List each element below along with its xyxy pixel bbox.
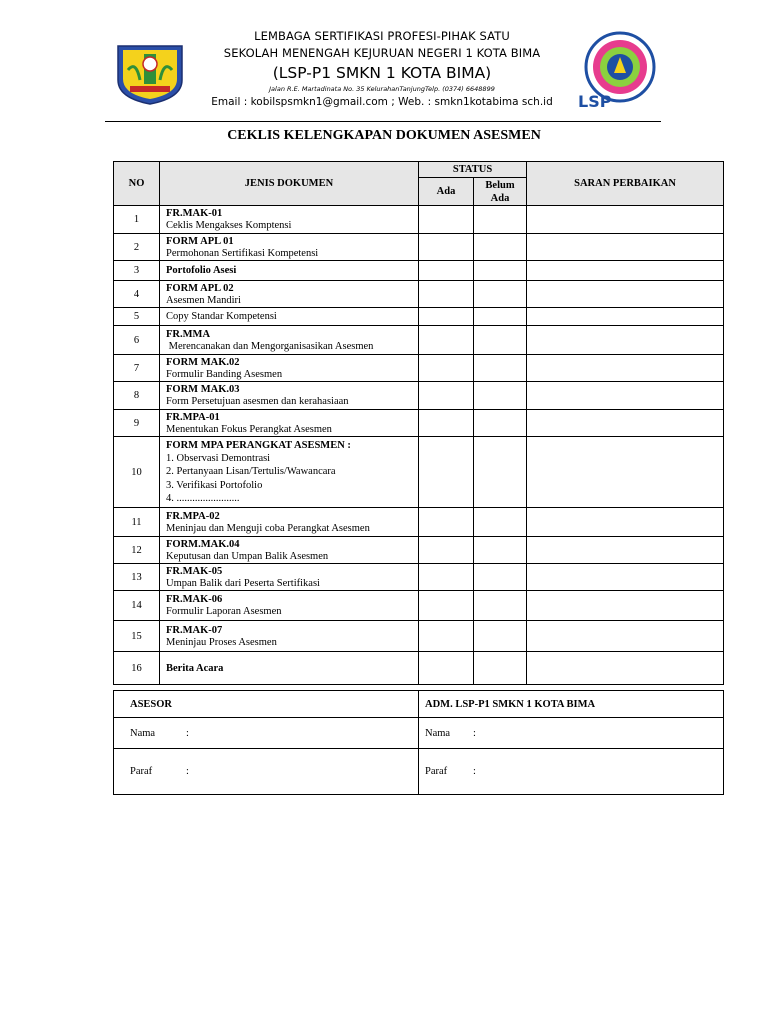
status-belum-ada-cell[interactable]	[474, 326, 527, 355]
status-ada-cell[interactable]	[419, 591, 474, 621]
status-belum-ada-cell[interactable]	[474, 537, 527, 564]
status-ada-cell[interactable]	[419, 261, 474, 281]
table-row	[114, 564, 724, 591]
document-type-cell	[160, 437, 419, 508]
header-ada: Ada	[419, 178, 474, 206]
document-description: Meninjau dan Menguji coba Perangkat Asesmen	[166, 522, 370, 534]
document-type-cell	[160, 308, 419, 326]
status-belum-ada-cell[interactable]	[474, 508, 527, 537]
document-type-cell	[160, 261, 419, 281]
document-type-cell	[160, 206, 419, 234]
header-line-1: LEMBAGA SERTIFIKASI PROFESI-PIHAK SATU	[254, 29, 510, 43]
document-code: Berita Acara	[166, 662, 224, 674]
saran-perbaikan-cell[interactable]	[527, 508, 724, 537]
row-number: 10	[114, 437, 160, 508]
document-subitem: 1. Observasi Demontrasi	[166, 452, 271, 464]
saran-perbaikan-cell[interactable]	[527, 308, 724, 326]
signature-table	[113, 690, 724, 795]
document-code: FORM MPA PERANGKAT ASESMEN :	[166, 439, 351, 451]
header-divider	[105, 121, 661, 122]
status-ada-cell[interactable]	[419, 537, 474, 564]
saran-perbaikan-cell[interactable]	[527, 591, 724, 621]
document-code: FORM MAK.03	[166, 384, 240, 395]
document-subitem: 3. Verifikasi Portofolio	[166, 479, 263, 491]
row-number: 2	[114, 234, 160, 261]
row-number: 12	[114, 537, 160, 564]
saran-perbaikan-cell[interactable]	[527, 326, 724, 355]
status-ada-cell[interactable]	[419, 437, 474, 508]
document-description: Form Persetujuan asesmen dan kerahasiaan	[166, 396, 349, 407]
status-ada-cell[interactable]	[419, 355, 474, 382]
row-number: 8	[114, 382, 160, 410]
status-ada-cell[interactable]	[419, 234, 474, 261]
status-belum-ada-cell[interactable]	[474, 382, 527, 410]
document-description: Permohonan Sertifikasi Kompetensi	[166, 247, 319, 259]
header-contact: Email : kobilspsmkn1@gmail.com ; Web. : smkn1kotabima sch.id	[211, 96, 553, 108]
status-ada-cell[interactable]	[419, 206, 474, 234]
row-number: 16	[114, 652, 160, 685]
saran-perbaikan-cell[interactable]	[527, 652, 724, 685]
status-belum-ada-cell[interactable]	[474, 206, 527, 234]
document-type-cell	[160, 537, 419, 564]
status-belum-ada-cell[interactable]	[474, 281, 527, 308]
saran-perbaikan-cell[interactable]	[527, 437, 724, 508]
status-ada-cell[interactable]	[419, 508, 474, 537]
status-ada-cell[interactable]	[419, 564, 474, 591]
status-belum-ada-cell[interactable]	[474, 652, 527, 685]
table-row	[114, 206, 724, 234]
document-code: FR.MAK-06	[166, 594, 223, 605]
document-type-cell	[160, 234, 419, 261]
status-ada-cell[interactable]	[419, 410, 474, 437]
saran-perbaikan-cell[interactable]	[527, 537, 724, 564]
document-code: FR.MPA-02	[166, 510, 220, 522]
table-row	[114, 308, 724, 326]
table-row	[114, 410, 724, 437]
adm-heading: ADM. LSP-P1 SMKN 1 KOTA BIMA	[419, 691, 724, 718]
adm-paraf-field[interactable]: Paraf :	[419, 749, 724, 795]
saran-perbaikan-cell[interactable]	[527, 382, 724, 410]
header-line-3: (LSP-P1 SMKN 1 KOTA BIMA)	[272, 64, 492, 82]
status-ada-cell[interactable]	[419, 326, 474, 355]
table-row	[114, 355, 724, 382]
document-code: FORM APL 02	[166, 282, 234, 294]
status-belum-ada-cell[interactable]	[474, 261, 527, 281]
status-ada-cell[interactable]	[419, 308, 474, 326]
document-code: FORM APL 01	[166, 235, 234, 247]
document-type-cell	[160, 355, 419, 382]
status-ada-cell[interactable]	[419, 382, 474, 410]
document-code: FR.MAK-05	[166, 565, 223, 577]
row-number: 11	[114, 508, 160, 537]
saran-perbaikan-cell[interactable]	[527, 410, 724, 437]
document-description: Meninjau Proses Asesmen	[166, 636, 277, 648]
table-row	[114, 437, 724, 508]
table-row	[114, 261, 724, 281]
document-code: FR.MAK-01	[166, 208, 223, 219]
table-row	[114, 508, 724, 537]
saran-perbaikan-cell[interactable]	[527, 355, 724, 382]
status-belum-ada-cell[interactable]	[474, 591, 527, 621]
document-subitem: 4. ........................	[166, 493, 240, 504]
document-description: Merencanakan dan Mengorganisasikan Asesmen	[166, 340, 374, 352]
document-code: FORM.MAK.04	[166, 538, 240, 550]
adm-nama-field[interactable]: Nama :	[419, 718, 724, 749]
table-row	[114, 281, 724, 308]
row-number: 1	[114, 206, 160, 234]
document-code: FORM MAK.02	[166, 356, 240, 368]
row-number: 4	[114, 281, 160, 308]
document-type-cell	[160, 591, 419, 621]
row-number: 9	[114, 410, 160, 437]
row-number: 6	[114, 326, 160, 355]
lsp-logo	[576, 27, 656, 112]
table-row	[114, 591, 724, 621]
document-type-cell	[160, 652, 419, 685]
document-type-cell	[160, 508, 419, 537]
document-code: FR.MPA-01	[166, 411, 220, 423]
table-row	[114, 326, 724, 355]
document-code: Portofolio Asesi	[166, 265, 237, 276]
status-ada-cell[interactable]	[419, 652, 474, 685]
document-checklist-table	[113, 161, 724, 685]
saran-perbaikan-cell[interactable]	[527, 621, 724, 652]
document-description: Asesmen Mandiri	[166, 294, 241, 306]
status-belum-ada-cell[interactable]	[474, 564, 527, 591]
document-subitem: 2. Pertanyaan Lisan/Tertulis/Wawancara	[166, 466, 336, 477]
status-belum-ada-cell[interactable]	[474, 437, 527, 508]
svg-text:LSP: LSP	[578, 92, 612, 111]
kota-bima-crest-logo	[114, 40, 186, 106]
status-belum-ada-cell[interactable]	[474, 621, 527, 652]
header-belum-ada: Belum Ada	[474, 178, 527, 206]
document-description: Ceklis Mengakses Komptensi	[166, 220, 292, 231]
document-description: Keputusan dan Umpan Balik Asesmen	[166, 550, 329, 562]
saran-perbaikan-cell[interactable]	[527, 206, 724, 234]
saran-perbaikan-cell[interactable]	[527, 234, 724, 261]
table-row	[114, 537, 724, 564]
table-row	[114, 382, 724, 410]
status-belum-ada-cell[interactable]	[474, 410, 527, 437]
document-code: FR.MAK-07	[166, 624, 223, 636]
header-line-2: SEKOLAH MENENGAH KEJURUAN NEGERI 1 KOTA BIMA	[223, 46, 541, 60]
document-type-cell	[160, 621, 419, 652]
saran-perbaikan-cell[interactable]	[527, 261, 724, 281]
row-number: 7	[114, 355, 160, 382]
document-type-cell	[160, 410, 419, 437]
document-type-cell	[160, 382, 419, 410]
document-type-cell	[160, 326, 419, 355]
status-belum-ada-cell[interactable]	[474, 234, 527, 261]
asesor-heading: ASESOR	[114, 691, 419, 718]
header-jenis-dokumen: JENIS DOKUMEN	[160, 162, 419, 206]
header-no: NO	[114, 162, 160, 206]
asesor-nama-field[interactable]: Nama :	[114, 718, 419, 749]
header-status: STATUS	[419, 162, 527, 178]
status-ada-cell[interactable]	[419, 621, 474, 652]
saran-perbaikan-cell[interactable]	[527, 281, 724, 308]
row-number: 5	[114, 308, 160, 326]
document-description: Copy Standar Kompetensi	[166, 311, 277, 322]
document-title: CEKLIS KELENGKAPAN DOKUMEN ASESMEN	[227, 128, 541, 143]
document-type-cell	[160, 281, 419, 308]
document-description: Menentukan Fokus Perangkat Asesmen	[166, 423, 332, 435]
row-number: 14	[114, 591, 160, 621]
row-number: 13	[114, 564, 160, 591]
table-row	[114, 621, 724, 652]
document-description: Formulir Laporan Asesmen	[166, 606, 282, 617]
saran-perbaikan-cell[interactable]	[527, 564, 724, 591]
row-number: 15	[114, 621, 160, 652]
table-row	[114, 652, 724, 685]
document-description: Umpan Balik dari Peserta Sertifikasi	[166, 577, 320, 589]
row-number: 3	[114, 261, 160, 281]
header-address: Jalan R.E. Martadinata No. 35 KelurahanTanjungTelp. (0374) 6648899	[269, 85, 495, 93]
status-belum-ada-cell[interactable]	[474, 355, 527, 382]
document-type-cell	[160, 564, 419, 591]
document-code: FR.MMA	[166, 328, 211, 340]
status-ada-cell[interactable]	[419, 281, 474, 308]
status-belum-ada-cell[interactable]	[474, 308, 527, 326]
header-saran-perbaikan: SARAN PERBAIKAN	[527, 162, 724, 206]
letterhead	[0, 0, 768, 122]
document-description: Formulir Banding Asesmen	[166, 368, 283, 380]
asesor-paraf-field[interactable]: Paraf :	[114, 749, 419, 795]
table-row	[114, 234, 724, 261]
